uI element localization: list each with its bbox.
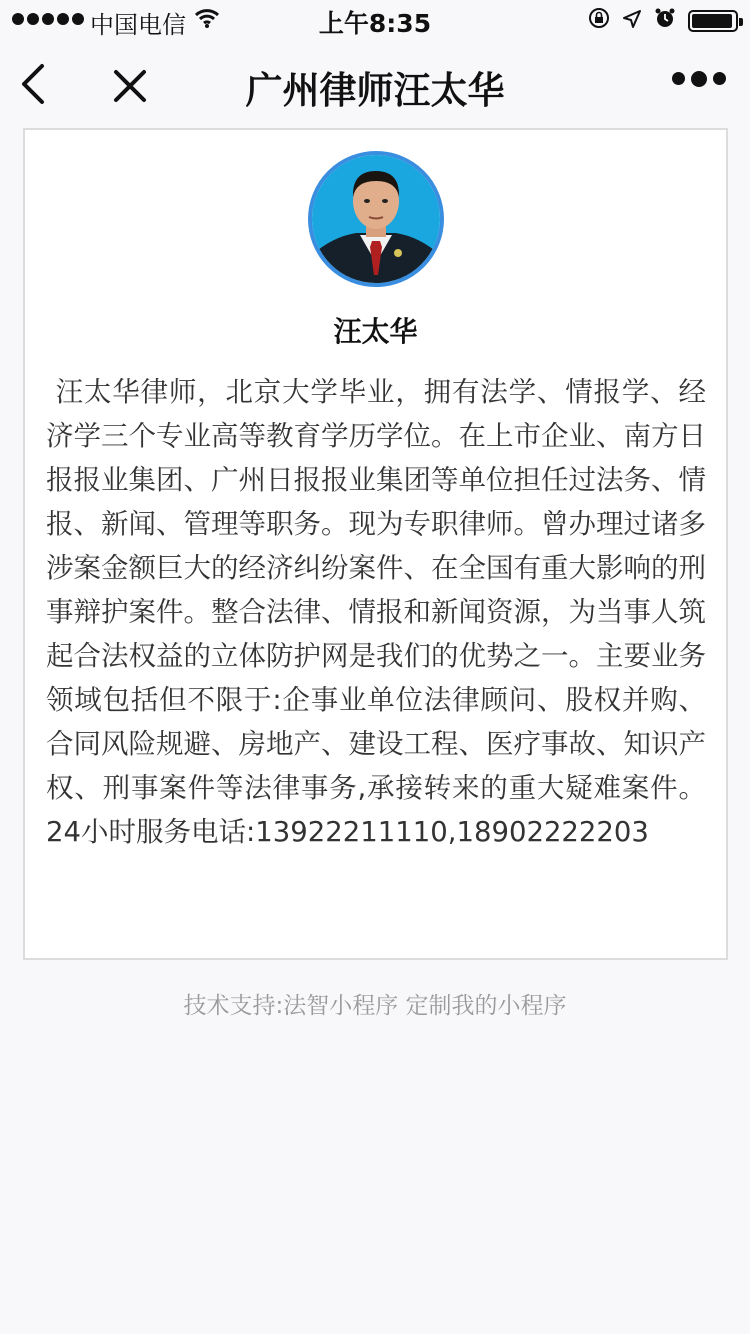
battery-icon [688,10,738,32]
more-dots-icon[interactable] [672,72,726,87]
navigation-bar [0,40,750,128]
tech-support-footer[interactable]: 技术支持:法智小程序 定制我的小程序 [183,993,567,1019]
carrier-label: 中国电信 [90,11,186,39]
lawyer-bio: 汪太华律师，北京大学毕业，拥有法学、情报学、经济学三个专业高等教育学历学位。在上市企业、南方日报报业集团、广州日报报业集团等单位担任过法务、情报、新闻、管理等职务。现为专职律师。曾办理过诸多涉案金额巨大的经济纠纷案件、在全国有重大影响的刑事辩护案件。整合法律、情报和新闻资源，为当事人筑起合法权益的立体防护网是我们的优势之一。主要业务领域包括但不限于:企事业单位法律顾问、股权并购、合同风险规避、房地产、建设工程、医疗事故、知识产权、刑事案件等法律事务,承接转来的重大疑难案件。24小时服务电话:13922211110,18902222203 [46,376,706,848]
page-title: 广州律师汪太华 [245,69,505,112]
status-bar [0,0,750,40]
rotation-lock-icon [588,7,610,35]
status-time: 上午8:35 [318,9,432,38]
avatar [308,151,444,287]
alarm-icon [654,7,676,35]
profile-card [23,128,728,960]
lawyer-portrait [312,155,440,283]
lawyer-name: 汪太华 [333,315,418,348]
location-arrow-icon [622,7,642,35]
